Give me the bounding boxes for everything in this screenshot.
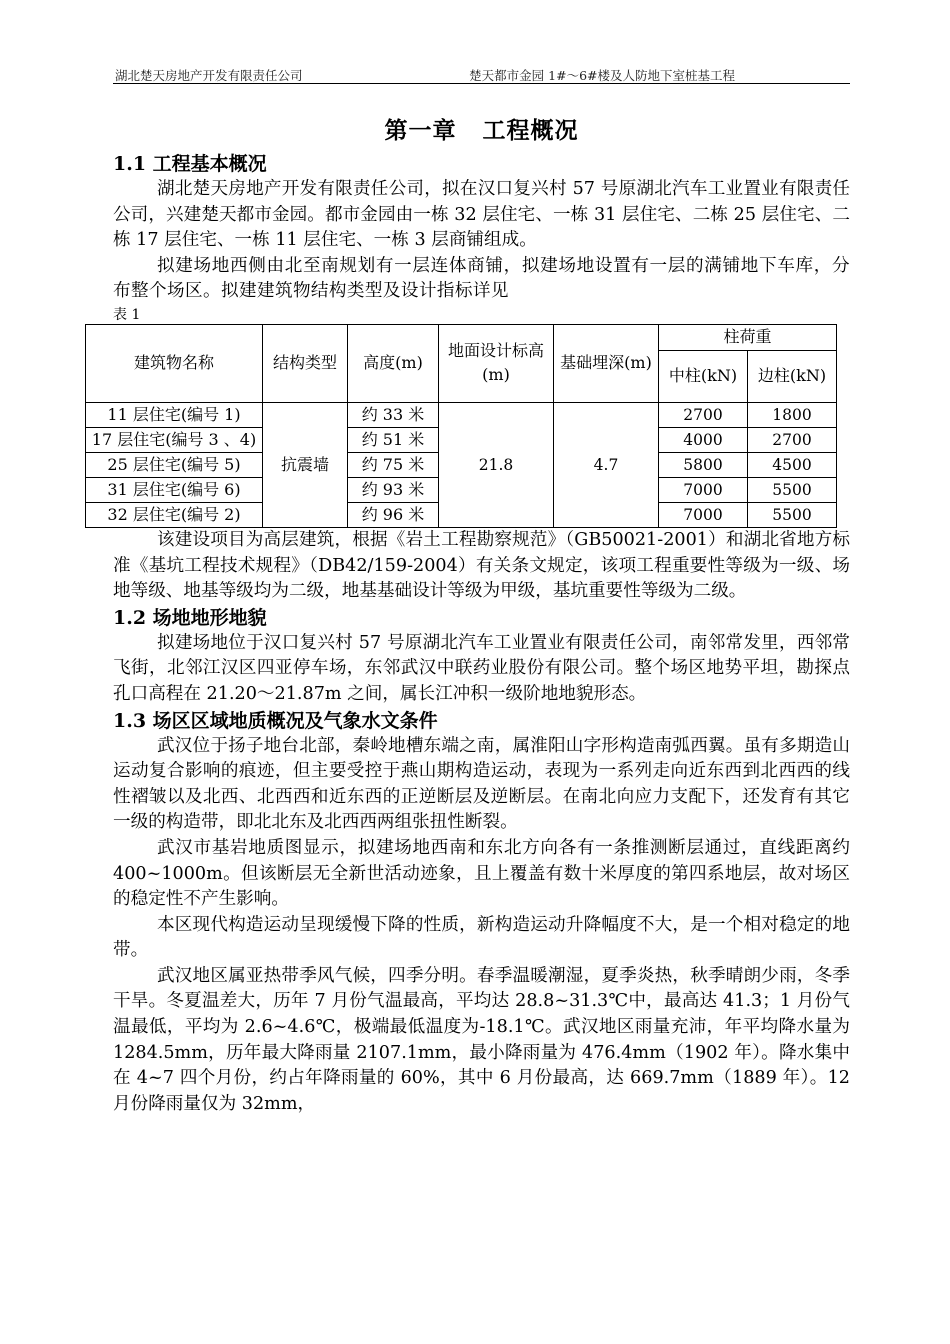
col-header-load: 柱荷重 (659, 324, 837, 350)
paragraph: 武汉位于扬子地台北部，秦岭地槽东端之南，属淮阳山字形构造南弧西翼。虽有多期造山运动复合影响的痕迹，但主要受控于燕山期构造运动，表现为一系列走向近东西到北西西的线性褶皱以及北西、北西西和近东西的正逆断层及逆断层。在南北向应力支配下，还发育有其它一级的构造带，即北北东及北西西两组张扭性断裂。 (113, 735, 850, 833)
paragraph: 武汉市基岩地质图显示，拟建场地西南和东北方向各有一条推测断层通过，直线距离约 400~1000m。但该断层无全新世活动迹象，且上覆盖有数十米厚度的第四系地层，故对场区的稳定性不产生影响。 (113, 837, 850, 910)
page-header (113, 56, 850, 84)
cell-name: 17 层住宅(编号 3 、4) (86, 427, 263, 452)
cell-elevation: 21.8 (439, 402, 554, 527)
cell-mid: 4000 (659, 427, 748, 452)
section-1-3-heading: 1.3 场区区域地质概况及气象水文条件 (113, 709, 438, 732)
table-label: 表 1 (113, 306, 141, 323)
building-table (85, 324, 837, 528)
col-header-elevation: 地面设计标高(m) (439, 324, 554, 402)
cell-mid: 7000 (659, 477, 748, 502)
cell-mid: 2700 (659, 402, 748, 427)
cell-height: 约 93 米 (348, 477, 439, 502)
cell-edge: 5500 (748, 502, 837, 527)
col-header-edge: 边柱(kN) (748, 350, 837, 402)
document-page (91, 56, 850, 1117)
header-company: 湖北楚天房地产开发有限责任公司 (115, 68, 303, 83)
section-1-1-heading: 1.1 工程基本概况 (113, 153, 267, 175)
chapter-number: 第一章 (384, 117, 457, 144)
header-project: 楚天都市金园 1#～6#楼及人防地下室桩基工程 (469, 68, 735, 83)
cell-name: 32 层住宅(编号 2) (86, 502, 263, 527)
col-header-name: 建筑物名称 (86, 324, 263, 402)
cell-name: 25 层住宅(编号 5) (86, 452, 263, 477)
cell-mid: 5800 (659, 452, 748, 477)
cell-edge: 2700 (748, 427, 837, 452)
paragraph: 湖北楚天房地产开发有限责任公司，拟在汉口复兴村 57 号原湖北汽车工业置业有限责任公司，兴建楚天都市金园。都市金园由一栋 32 层住宅、一栋 31 层住宅、二栋 25 层住宅、二栋 17 层住宅、一栋 11 层住宅、一栋 3 层商铺组成。 (113, 179, 850, 251)
cell-height: 约 75 米 (348, 452, 439, 477)
cell-edge: 1800 (748, 402, 837, 427)
cell-height: 约 51 米 (348, 427, 439, 452)
paragraph: 拟建场地位于汉口复兴村 57 号原湖北汽车工业置业有限责任公司，南邻常发里，西邻常飞街，北邻江汉区四亚停车场，东邻武汉中联药业股份有限公司。整个场区地势平坦，勘探点孔口高程在 21.20～21.87m 之间，属长江冲积一级阶地地貌形态。 (113, 632, 850, 704)
cell-height: 约 33 米 (348, 402, 439, 427)
paragraph: 该建设项目为高层建筑，根据《岩土工程勘察规范》（GB50021-2001）和湖北省地方标准《基坑工程技术规程》（DB42/159-2004）有关条文规定，该项工程重要性等级为一级、场地等级、地基等级均为二级，地基基础设计等级为甲级，基坑重要性等级为二级。 (113, 529, 850, 602)
cell-height: 约 96 米 (348, 502, 439, 527)
chapter-title (113, 112, 850, 145)
col-header-structure: 结构类型 (263, 324, 348, 402)
col-header-mid: 中柱(kN) (659, 350, 748, 402)
table-row (86, 402, 837, 427)
paragraph: 拟建场地西侧由北至南规划有一层连体商铺，拟建场地设置有一层的满铺地下车库，分布整个场区。拟建建筑物结构类型及设计指标详见 (113, 255, 850, 302)
cell-structure: 抗震墙 (263, 402, 348, 527)
chapter-name: 工程概况 (482, 117, 579, 144)
col-header-depth: 基础埋深(m) (554, 324, 659, 402)
cell-name: 31 层住宅(编号 6) (86, 477, 263, 502)
paragraph: 本区现代构造运动呈现缓慢下降的性质，新构造运动升降幅度不大，是一个相对稳定的地带。 (113, 914, 850, 961)
section-1-2-heading: 1.2 场地地形地貌 (113, 606, 267, 629)
cell-depth: 4.7 (554, 402, 659, 527)
cell-edge: 4500 (748, 452, 837, 477)
cell-edge: 5500 (748, 477, 837, 502)
cell-name: 11 层住宅(编号 1) (86, 402, 263, 427)
col-header-height: 高度(m) (348, 324, 439, 402)
cell-mid: 7000 (659, 502, 748, 527)
paragraph: 武汉地区属亚热带季风气候，四季分明。春季温暖潮湿，夏季炎热，秋季晴朗少雨，冬季干旱。冬夏温差大，历年 7 月份气温最高，平均达 28.8~31.3℃中，最高达 41.3；1 月份气温最低，平均为 2.6~4.6℃，极端最低温度为-18.1℃。武汉地区雨量充沛，年平均降水量为 1284.5mm，历年最大降雨量 2107.1mm，最小降雨量为 476.4mm（1902 年）。降水集中在 4~7 四个月份，约占年降雨量的 60%，其中 6 月份最高，达 669.7mm（1889 年）。12 月份降雨量仅为 32mm， (113, 965, 850, 1114)
